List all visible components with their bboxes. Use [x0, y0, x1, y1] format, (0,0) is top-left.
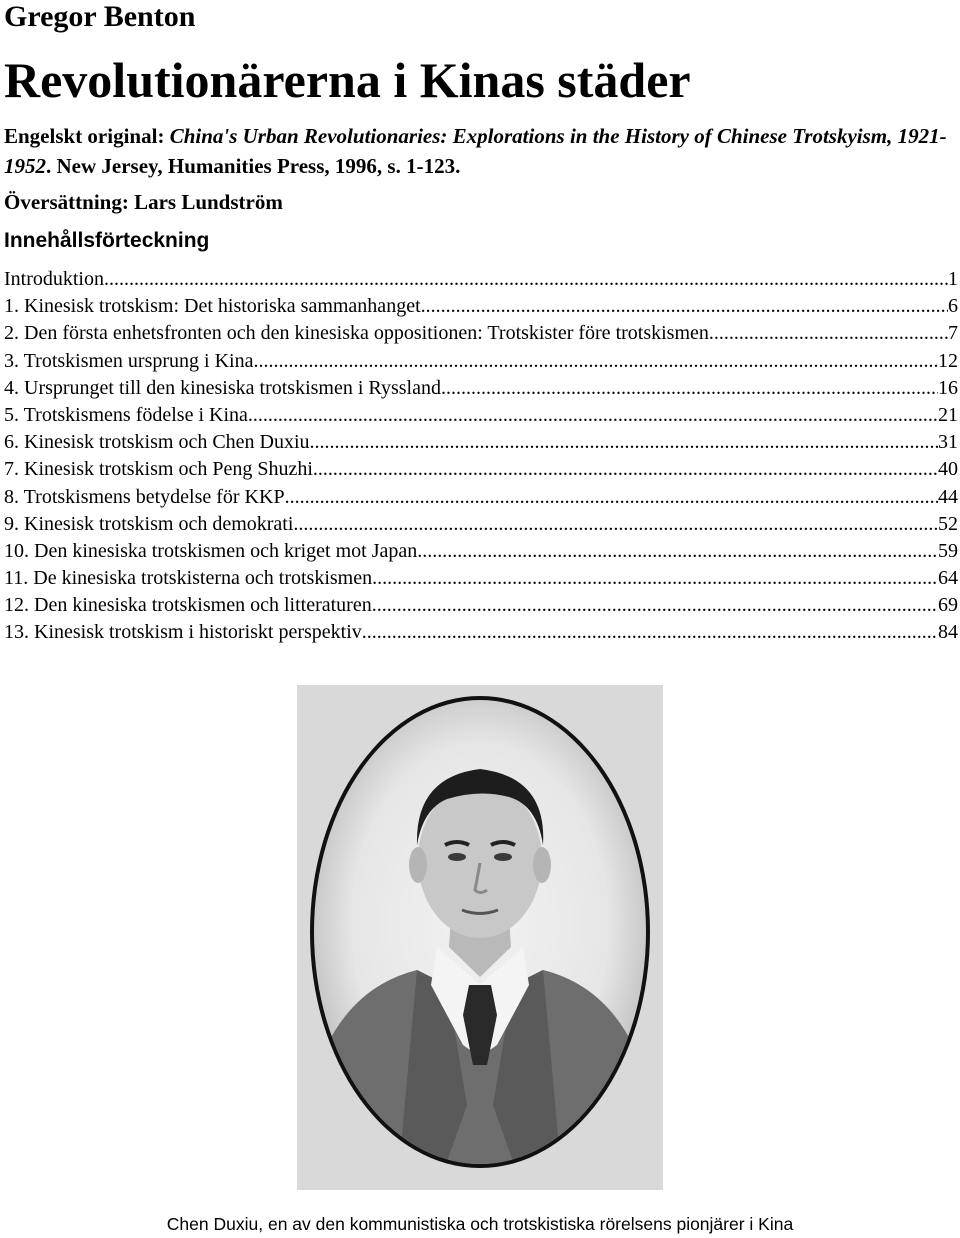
toc-entry-label: 3. Trotskismen ursprung i Kina: [4, 349, 254, 372]
toc-dot-leader: [248, 402, 938, 429]
toc-entry[interactable]: [4, 565, 958, 592]
portrait-photo: [297, 685, 663, 1190]
toc-entry-page: 1: [948, 268, 958, 290]
original-edition: [4, 121, 954, 181]
toc-dot-leader: [372, 565, 938, 592]
toc-dot-leader: [293, 511, 938, 538]
toc-entry[interactable]: [4, 266, 958, 293]
toc-entry-page: 52: [938, 512, 958, 535]
toc-entry-label: 4. Ursprunget till den kinesiska trotskismen i Ryssland: [4, 376, 441, 399]
toc-entry[interactable]: [4, 429, 958, 456]
toc-entry[interactable]: [4, 320, 958, 347]
toc-entry-page: 64: [938, 567, 958, 590]
toc-dot-leader: [104, 266, 948, 293]
toc-entry[interactable]: [4, 511, 958, 538]
toc-entry[interactable]: [4, 402, 958, 429]
toc-dot-leader: [253, 348, 938, 375]
toc-entry-page: 6: [948, 295, 958, 318]
toc-dot-leader: [709, 320, 948, 347]
toc-entry-page: 84: [938, 621, 958, 644]
toc-dot-leader: [362, 619, 938, 646]
toc-entry-label: Introduktion: [4, 268, 104, 290]
toc-entry-page: 59: [938, 539, 958, 562]
author-name: Gregor Benton: [4, 0, 196, 33]
toc-dot-leader: [417, 538, 938, 565]
toc-entry-label: 5. Trotskismens födelse i Kina: [4, 403, 248, 426]
toc-entry[interactable]: [4, 538, 958, 565]
toc-entry-page: 12: [938, 349, 958, 372]
toc-dot-leader: [310, 429, 938, 456]
toc-dot-leader: [285, 484, 938, 511]
toc-entry-label: 12. Den kinesiska trotskismen och litteraturen: [4, 594, 372, 617]
toc-entry-page: 40: [938, 458, 958, 481]
original-publication: . New Jersey, Humanities Press, 1996, s. 1-123.: [46, 154, 461, 178]
portrait-illustration: [297, 685, 663, 1190]
toc-entry-page: 7: [948, 322, 958, 345]
toc-entry-page: 16: [938, 376, 958, 399]
toc-entry[interactable]: [4, 484, 958, 511]
toc-entry-label: 1. Kinesisk trotskism: Det historiska sammanhanget: [4, 295, 421, 318]
toc-entry-label: 11. De kinesiska trotskisterna och trotskismen: [4, 567, 373, 590]
toc-entry-label: 9. Kinesisk trotskism och demokrati: [4, 512, 294, 535]
toc-entry-label: 8. Trotskismens betydelse för KKP: [4, 485, 285, 508]
toc-dot-leader: [313, 456, 938, 483]
toc-entry-page: 31: [938, 431, 958, 454]
toc-dot-leader: [372, 592, 938, 619]
toc-dot-leader: [441, 375, 938, 402]
document-title: Revolutionärerna i Kinas städer: [4, 52, 691, 108]
toc-entry[interactable]: [4, 293, 958, 320]
original-prefix: Engelskt original:: [4, 124, 170, 148]
figure-caption: Chen Duxiu, en av den kommunistiska och trotskistiska rörelsens pionjärer i Kina: [166, 1214, 794, 1234]
toc-entry[interactable]: [4, 592, 958, 619]
toc-entry-label: 6. Kinesisk trotskism och Chen Duxiu: [4, 431, 310, 454]
toc-entry[interactable]: [4, 375, 958, 402]
toc-entry-label: 2. Den första enhetsfronten och den kinesiska oppositionen: Trotskister före trotskismen: [4, 322, 709, 345]
toc-entry[interactable]: [4, 348, 958, 375]
toc-entry-label: 7. Kinesisk trotskism och Peng Shuzhi: [4, 458, 313, 481]
toc-entry-label: 10. Den kinesiska trotskismen och kriget mot Japan: [4, 539, 418, 562]
toc-entry-label: 13. Kinesisk trotskism i historiskt perspektiv: [4, 621, 362, 644]
toc-entry[interactable]: [4, 619, 958, 646]
toc-entry-page: 69: [938, 594, 958, 617]
table-of-contents: [4, 266, 958, 647]
toc-heading: Innehållsförteckning: [4, 229, 210, 252]
translator-credit: Översättning: Lars Lundström: [4, 190, 283, 214]
toc-dot-leader: [421, 293, 948, 320]
toc-entry-page: 44: [938, 485, 958, 508]
toc-entry[interactable]: [4, 456, 958, 483]
toc-entry-page: 21: [938, 403, 958, 426]
original-book-title: China's Urban Revolutionaries: Explorations in the History of Chinese Trotskyism, 1921-1952: [4, 124, 947, 178]
